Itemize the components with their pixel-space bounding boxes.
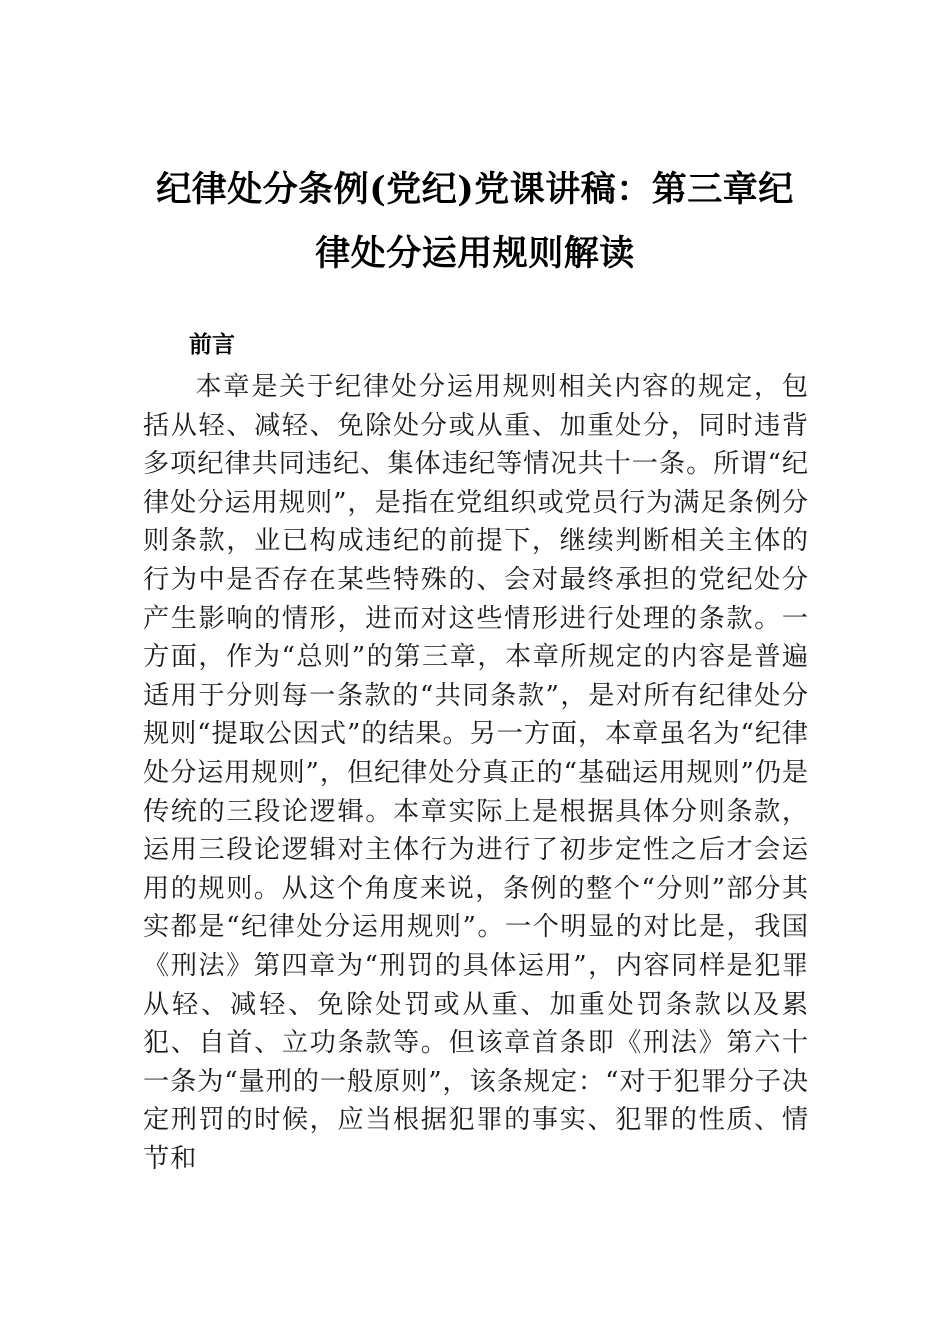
body-text-area [143, 368, 809, 1178]
body-paragraph: 本章是关于纪律处分运用规则相关内容的规定，包括从轻、减轻、免除处分或从重、加重处分，同时违背多项纪律共同违纪、集体违纪等情况共十一条。所谓“纪律处分运用规则”，是指在党组织或党员行为满足条例分则条款，业已构成违纪的前提下，继续判断相关主体的行为中是否存在某些特殊的、会对最终承担的党纪处分产生影响的情形，进而对这些情形进行处理的条款。一方面，作为“总则”的第三章，本章所规定的内容是普遍适用于分则每一条款的“共同条款”，是对所有纪律处分规则“提取公因式”的结果。另一方面，本章虽名为“纪律处分运用规则”，但纪律处分真正的“基础运用规则”仍是传统的三段论逻辑。本章实际上是根据具体分则条款，运用三段论逻辑对主体行为进行了初步定性之后才会运用的规则。从这个角度来说，条例的整个“分则”部分其实都是“纪律处分运用规则”。一个明显的对比是，我国《刑法》第四章为“刑罚的具体运用”，内容同样是犯罪从轻、减轻、免除处罚或从重、加重处罚条款以及累犯、自首、立功条款等。但该章首条即《刑法》第六十一条为“量刑的一般原则”，该条规定：“对于犯罪分子决定刑罚的时候，应当根据犯罪的事实、犯罪的性质、情节和 [143, 372, 809, 1174]
page-title: 纪律处分条例(党纪)党课讲稿：第三章纪律处分运用规则解读 [156, 169, 794, 274]
section-heading-preface: 前言 [189, 332, 235, 358]
